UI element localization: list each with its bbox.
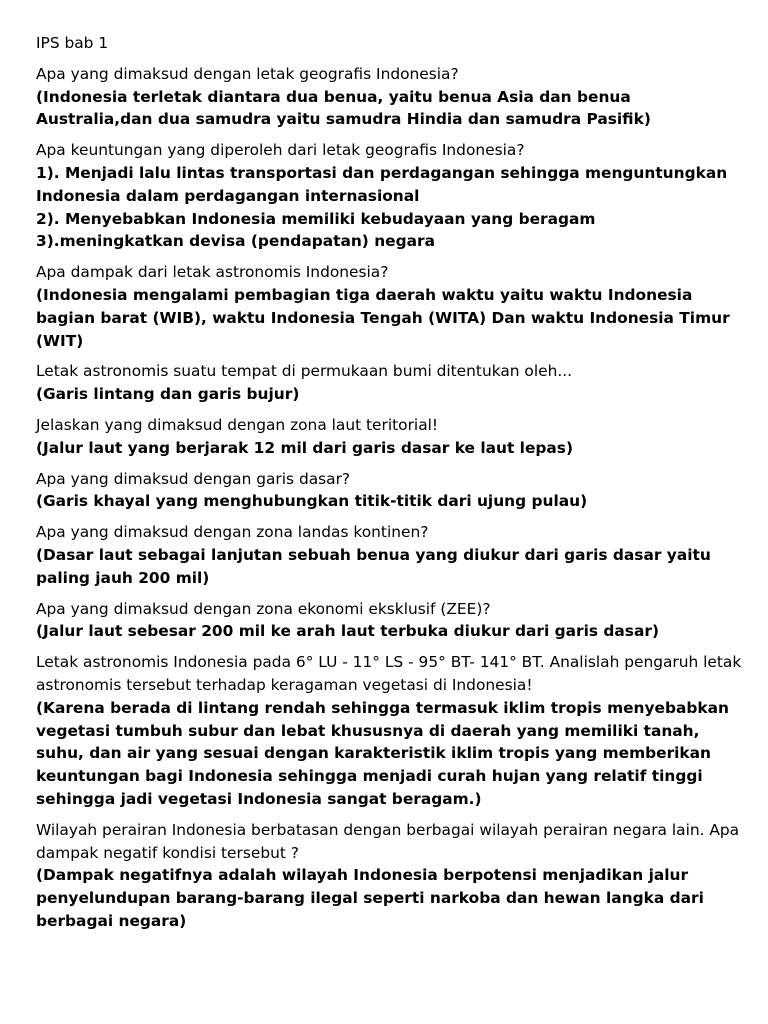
question-text: Letak astronomis suatu tempat di permukaan bumi ditentukan oleh...	[36, 362, 573, 381]
answer-text: 3).meningkatkan devisa (pendapatan) negara	[36, 232, 435, 251]
answer-text: (Dasar laut sebagai lanjutan sebuah benua yang diukur dari garis dasar yaitu paling jauh 200 mil)	[36, 545, 711, 587]
answer-text: (Dampak negatifnya adalah wilayah Indonesia berpotensi menjadikan jalur penyelundupan barang-barang ilegal seperti narkoba dan hewan langka dari berbagai negara)	[36, 866, 704, 930]
document-title: IPS bab 1	[36, 34, 109, 52]
document-page	[36, 32, 752, 941]
answer-text: 2). Menyebabkan Indonesia memiliki kebudayaan yang beragam	[36, 209, 596, 228]
qa-item-6	[36, 468, 752, 514]
answer-text: (Indonesia mengalami pembagian tiga daerah waktu yaitu waktu Indonesia bagian barat (WIB), waktu Indonesia Tengah (WITA) Dan waktu Indonesia Timur (WIT)	[36, 285, 730, 350]
question-text: Apa yang dimaksud dengan garis dasar?	[36, 469, 351, 488]
qa-item-9	[36, 651, 752, 811]
question-text: Apa yang dimaksud dengan letak geografis Indonesia?	[36, 64, 459, 83]
answer-text: (Jalur laut sebesar 200 mil ke arah laut terbuka diukur dari garis dasar)	[36, 622, 659, 641]
question-text: Apa keuntungan yang diperoleh dari letak geografis Indonesia?	[36, 141, 525, 160]
qa-item-10	[36, 819, 752, 933]
question-text: Apa yang dimaksud dengan zona landas kontinen?	[36, 523, 429, 542]
question-text: Wilayah perairan Indonesia berbatasan dengan berbagai wilayah perairan negara lain. Apa dampak negatif kondisi tersebut ?	[36, 820, 740, 862]
qa-item-4	[36, 360, 752, 406]
answer-text: 1). Menjadi lalu lintas transportasi dan perdagangan sehingga menguntungkan Indonesia dalam perdagangan internasional	[36, 163, 728, 205]
question-text: Apa dampak dari letak astronomis Indonesia?	[36, 263, 389, 282]
qa-item-1	[36, 63, 752, 131]
qa-item-7	[36, 521, 752, 589]
answer-text: (Garis lintang dan garis bujur)	[36, 385, 300, 404]
answer-text: (Karena berada di lintang rendah sehingga termasuk iklim tropis menyebabkan vegetasi tumbuh subur dan lebat khususnya di daerah yang memiliki tanah, suhu, dan air yang sesuai dengan karakteristik iklim tropis yang memberikan keuntungan bagi Indonesia sehingga menjadi curah hujan yang relatif tinggi sehingga jadi vegetasi Indonesia sangat beragam.)	[36, 698, 729, 808]
question-text: Apa yang dimaksud dengan zona ekonomi eksklusif (ZEE)?	[36, 599, 491, 618]
answer-text: (Indonesia terletak diantara dua benua, yaitu benua Asia dan benua Australia,dan dua samudra yaitu samudra Hindia dan samudra Pasifik)	[36, 87, 651, 129]
qa-item-5	[36, 414, 752, 460]
qa-item-8	[36, 598, 752, 644]
question-text: Jelaskan yang dimaksud dengan zona laut teritorial!	[36, 415, 439, 434]
qa-item-3	[36, 261, 752, 352]
answer-text: (Jalur laut yang berjarak 12 mil dari garis dasar ke laut lepas)	[36, 438, 573, 457]
qa-item-2	[36, 139, 752, 253]
question-text: Letak astronomis Indonesia pada 6° LU - 11° LS - 95° BT- 141° BT. Analislah pengaruh letak astronomis tersebut terhadap keragaman vegetasi di Indonesia!	[36, 653, 742, 694]
answer-text: (Garis khayal yang menghubungkan titik-titik dari ujung pulau)	[36, 492, 588, 511]
